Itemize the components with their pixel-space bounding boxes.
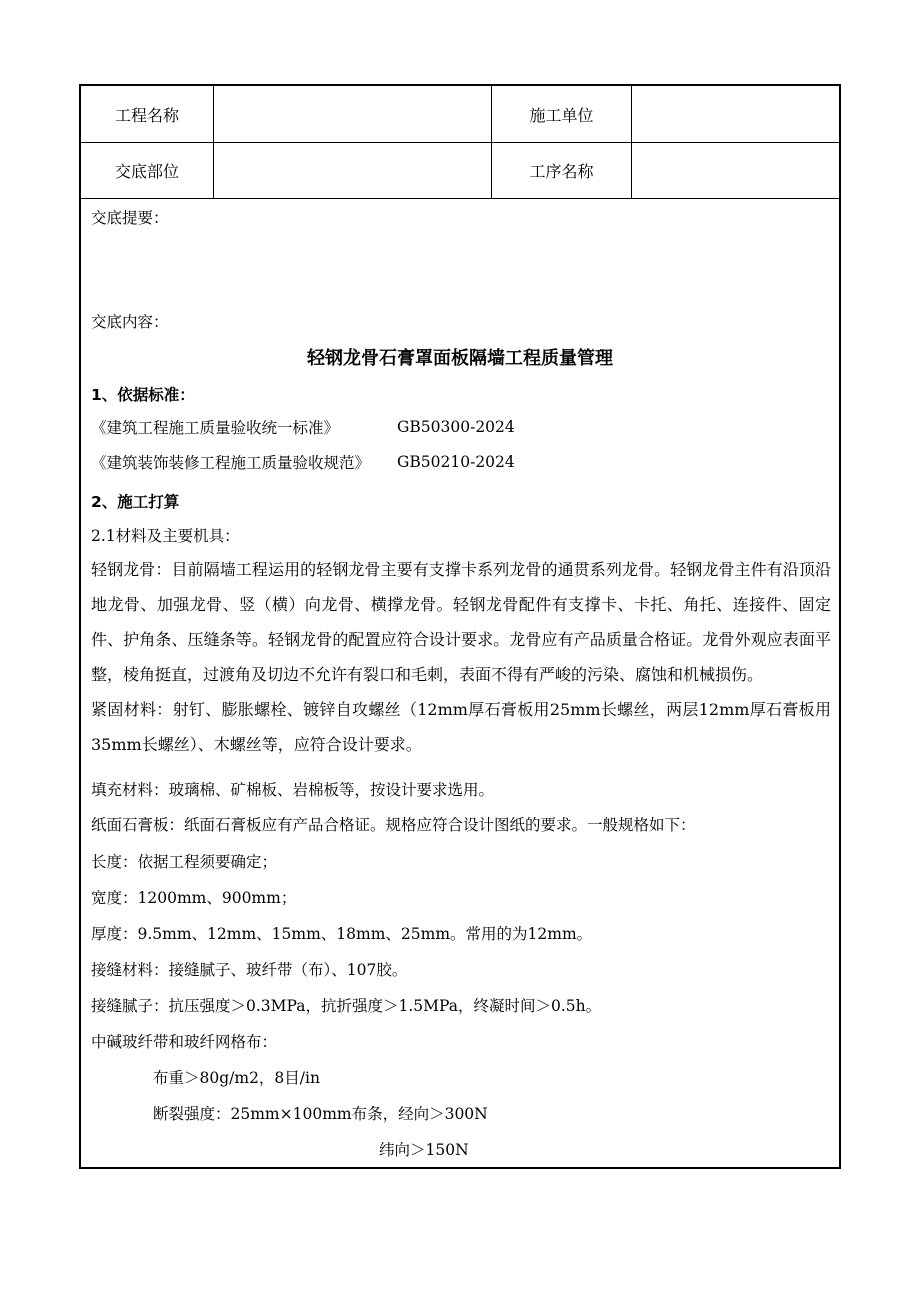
document-title: 轻钢龙骨石膏罩面板隔墙工程质量管理 xyxy=(307,348,613,369)
subsection-2-1: 2.1材料及主要机具： xyxy=(91,527,240,545)
section-1-heading: 1、依据标准： xyxy=(91,386,195,404)
break-strength: 断裂强度：25mm×100mm布条，经向＞300N xyxy=(153,1105,488,1123)
disclosure-part-value[interactable] xyxy=(214,143,492,198)
content-label: 交底内容： xyxy=(91,313,169,331)
disclosure-content xyxy=(81,200,839,1167)
cloth-weight: 布重＞80g/m2，8目/in xyxy=(153,1069,320,1087)
fastener-paragraph: 紧固材料：射钉、膨胀螺栓、镀锌自攻螺丝（12mm厚石膏板用25mm长螺丝，两层12mm厚石膏板用35mm长螺丝）、木螺丝等，应符合设计要求。 xyxy=(91,700,831,754)
construction-unit-value[interactable] xyxy=(632,86,839,142)
header-row-2 xyxy=(81,143,839,199)
process-name-value[interactable] xyxy=(632,143,839,198)
process-name-label: 工序名称 xyxy=(492,143,632,198)
disclosure-part-label: 交底部位 xyxy=(81,143,214,198)
gypsum-board: 纸面石膏板：纸面石膏板应有产品合格证。规格应符合设计图纸的要求。一般规格如下： xyxy=(91,816,696,834)
header-row-1 xyxy=(81,86,839,143)
thickness-spec: 厚度：9.5mm、12mm、15mm、18mm、25mm。常用的为12mm。 xyxy=(91,925,593,943)
joint-material: 接缝材料：接缝腻子、玻纤带（布）、107胶。 xyxy=(91,961,408,979)
keel-paragraph: 轻钢龙骨：目前隔墙工程运用的轻钢龙骨主要有支撑卡系列龙骨的通贯系列龙骨。轻钢龙骨主件有沿顶沿地龙骨、加强龙骨、竖（横）向龙骨、横撑龙骨。轻钢龙骨配件有支撑卡、卡托、角托、连接件、固定件、护角条、压缝条等。轻钢龙骨的配置应符合设计要求。龙骨应有产品质量合格证。龙骨外观应表面平整，棱角挺直，过渡角及切边不允许有裂口和毛刺，表面不得有严峻的污染、腐蚀和机械损伤。 xyxy=(91,560,831,684)
standard-2-name: 《建筑装饰装修工程施工质量验收规范》 xyxy=(91,454,371,472)
weft-strength: 纬向＞150N xyxy=(379,1141,469,1159)
standard-1-code: GB50300-2024 xyxy=(397,418,515,436)
disclosure-form xyxy=(79,84,841,1169)
project-name-label: 工程名称 xyxy=(81,86,214,142)
glass-fiber-mesh: 中碱玻纤带和玻纤网格布： xyxy=(91,1033,278,1051)
standard-2-code: GB50210-2024 xyxy=(397,453,515,471)
construction-unit-label: 施工单位 xyxy=(492,86,632,142)
section-2-heading: 2、施工打算 xyxy=(91,493,180,511)
summary-label: 交底提要： xyxy=(91,209,169,227)
width-spec: 宽度：1200mm、900mm； xyxy=(91,889,297,907)
standard-1-name: 《建筑工程施工质量验收统一标准》 xyxy=(91,419,340,437)
project-name-value[interactable] xyxy=(214,86,492,142)
filler-materials: 填充材料：玻璃棉、矿棉板、岩棉板等，按设计要求选用。 xyxy=(91,781,495,799)
joint-putty: 接缝腻子：抗压强度＞0.3MPa，抗折强度＞1.5MPa，终凝时间＞0.5h。 xyxy=(91,997,602,1015)
length-spec: 长度：依据工程须要确定； xyxy=(91,853,278,871)
